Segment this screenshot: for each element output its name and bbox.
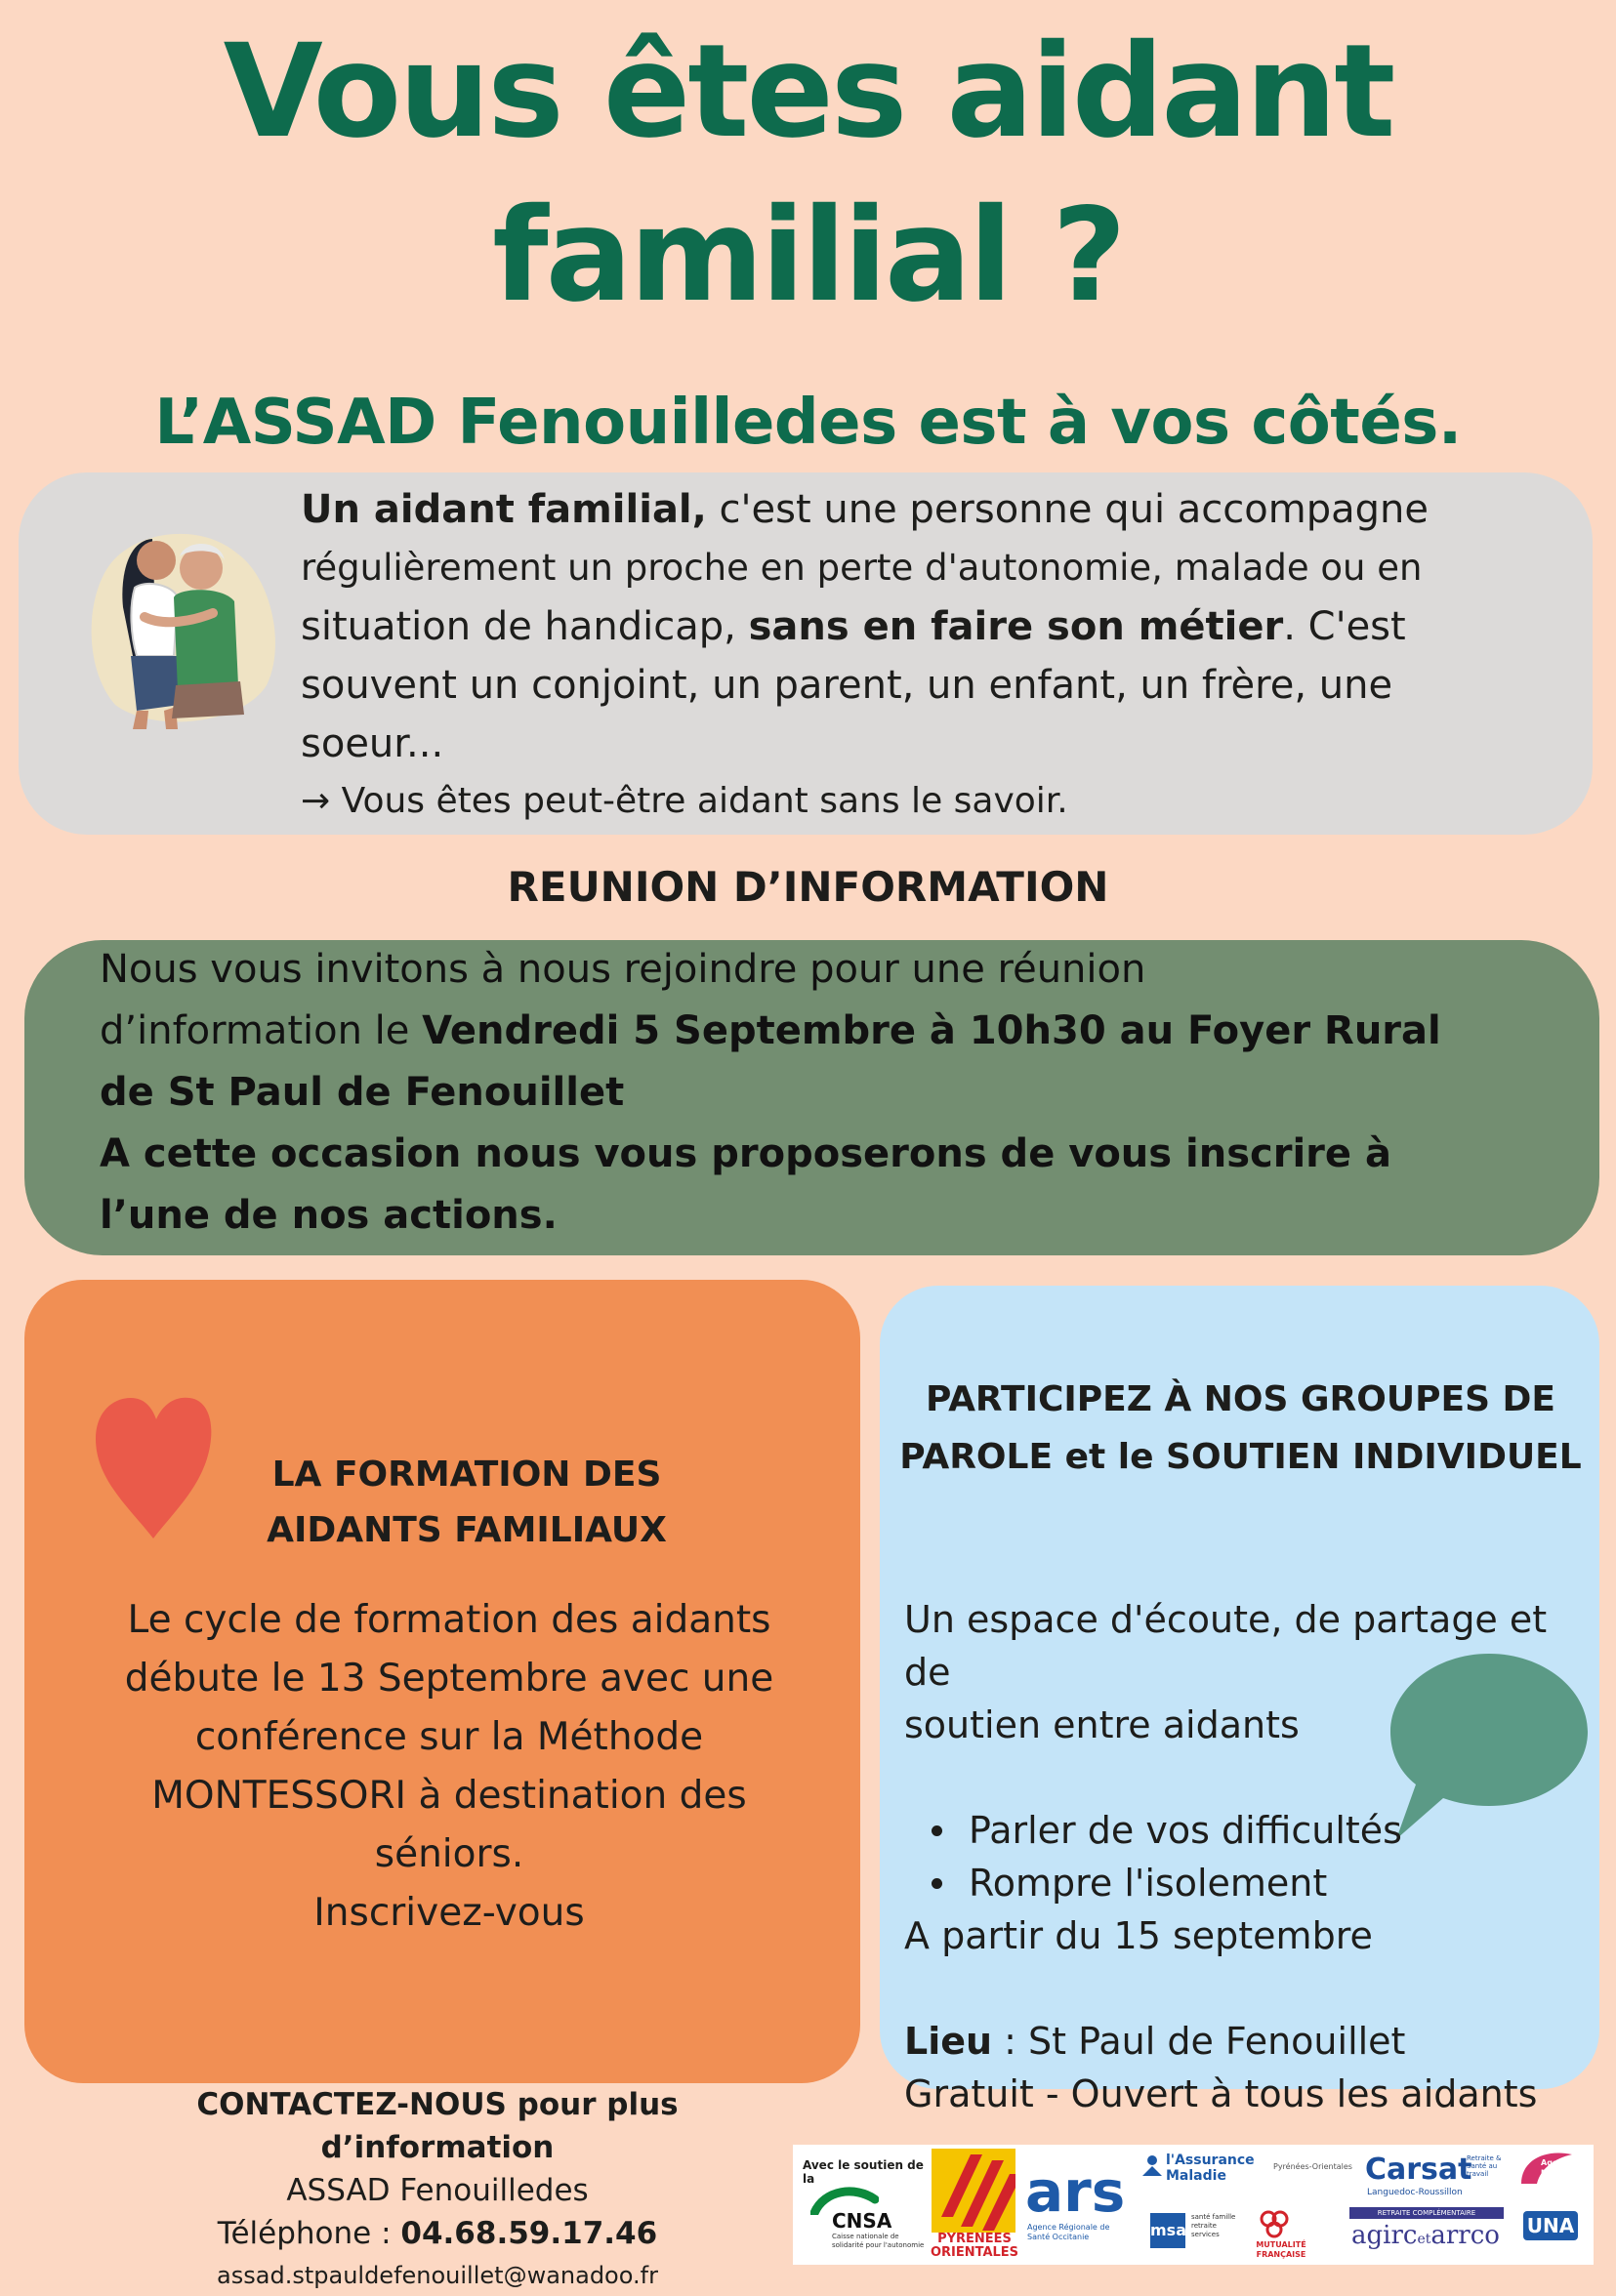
definition-arrow-line: → Vous êtes peut-être aidant sans le savoir. [301,781,1068,821]
training-title-line-2: AIDANTS FAMILIAUX [267,1510,667,1550]
meeting-note-2: l’une de nos actions. [100,1193,558,1238]
definition-line-3 [301,597,1590,656]
et-text: et [1417,2232,1431,2247]
contact-email[interactable]: assad.stpauldefenouillet@wanadoo.fr [217,2262,658,2289]
list-item: Parler de vos difficultés [904,1804,1588,1857]
pyrenees-orientales-text [928,2233,1021,2260]
groups-text [904,1593,1588,2120]
meeting-line-2-plain: d’information le [100,1008,423,1053]
mutualite-francaise-text: MUTUALITÉ FRANÇAISE [1256,2240,1306,2259]
definition-line-4: souvent un conjoint, un parent, un enfant, un frère, une [301,663,1393,708]
po-line-1: PYRENEES [937,2232,1012,2246]
groups-start-date: A partir du 15 septembre [904,1914,1373,1957]
groups-title-line-2: PAROLE et le SOUTIEN INDIVIDUEL [899,1437,1582,1477]
contact-heading-line-1: CONTACTEZ-NOUS pour plus [196,2087,679,2122]
groups-title [882,1371,1599,1486]
meeting-heading: REUNION D’INFORMATION [507,863,1109,911]
msa-logo-text: msa [1150,2213,1185,2248]
anah-line-2: nationale [1541,2167,1583,2176]
meeting-date-place: Vendredi 5 Septembre à 10h30 au Foyer Rural [422,1008,1441,1053]
agirc-arrco-text [1351,2221,1500,2254]
retraite-complementaire-band: RETRAITE COMPLÉMENTAIRE [1349,2207,1504,2219]
cnsa-logo-text: CNSA [832,2209,892,2233]
training-title [184,1447,750,1558]
training-line-3: conférence sur la Méthode [194,1715,704,1759]
definition-text-3b: . C'est [1283,604,1406,649]
ars-logo-text: ars [1025,2158,1126,2225]
definition-line-1 [301,480,1590,539]
meeting-text [100,939,1525,1247]
title-line-2: familial ? [492,181,1124,331]
groups-free: Gratuit - Ouvert à tous les aidants [904,2072,1538,2115]
assurance-line-2: Maladie [1166,2168,1226,2184]
meeting-line-5 [100,1185,1525,1247]
definition-text [301,480,1590,830]
contact-phone-label: Téléphone : [217,2216,401,2251]
agirc-text: agirc [1351,2221,1418,2250]
meeting-line-3 [100,1062,1525,1124]
groups-bullet-list [904,1804,1588,1909]
support-label: Avec le soutien de la [803,2158,924,2186]
assurance-maladie-icon [1140,2154,1164,2178]
caregiver-illustration [76,519,281,729]
meeting-town: de St Paul de Fenouillet [100,1070,625,1115]
contact-heading-line-2: d’information [320,2130,555,2165]
definition-line-2: régulièrement un proche en perte d'autonomie, malade ou en [301,547,1423,589]
meeting-line-2 [100,1001,1525,1062]
pyrenees-orientales-logo-icon [932,2149,1015,2233]
groups-intro-line-2: soutien entre aidants [904,1703,1300,1746]
ars-subtitle: Agence Régionale de Santé Occitanie [1027,2223,1110,2241]
definition-bold-middle: sans en faire son métier [748,604,1284,649]
definition-bold-intro: Un aidant familial, [301,487,707,532]
list-item: Rompre l'isolement [904,1857,1588,1909]
definition-line-5: soeur... [301,721,444,766]
meeting-line-4 [100,1124,1525,1185]
training-line-4: MONTESSORI à destination des [151,1774,747,1818]
cnsa-subtitle: Caisse nationale de solidarité pour l'autonomie [832,2233,925,2249]
assurance-region: Pyrénées-Orientales [1273,2162,1352,2171]
arrco-text: arrco [1430,2221,1500,2250]
assurance-maladie-text [1166,2152,1255,2184]
partner-logos [793,2145,1594,2265]
groups-place-label: Lieu [904,2020,993,2063]
definition-text-1: c'est une personne qui accompagne [706,487,1429,532]
title-line-1: Vous êtes aidant [223,17,1393,167]
contact-phone-line [146,2212,728,2255]
carsat-logo-text: Carsat [1365,2152,1472,2187]
training-title-line-1: LA FORMATION DES [271,1455,662,1495]
anah-line-1: Agence [1541,2158,1574,2167]
training-signup: Inscrivez-vous [313,1891,585,1935]
mutualite-francaise-icon [1260,2209,1289,2238]
msa-subtitle: santé famille retraite services [1191,2213,1236,2238]
training-line-5: séniors. [374,1832,524,1876]
contact-org: ASSAD Fenouilledes [286,2173,589,2208]
meeting-line-1: Nous vous invitons à nous rejoindre pour une réunion [100,947,1146,992]
contact-phone[interactable]: 04.68.59.17.46 [400,2216,658,2251]
page-subtitle: L’ASSAD Fenouilledes est à vos côtés. [154,387,1462,459]
carsat-region: Languedoc-Roussillon [1367,2188,1463,2197]
page-title [0,10,1616,338]
groups-title-line-1: PARTICIPEZ À NOS GROUPES DE [925,1379,1556,1419]
training-line-1: Le cycle de formation des aidants [127,1598,771,1642]
groups-place [904,2015,1588,2068]
assurance-line-1: l'Assurance [1166,2152,1255,2168]
training-line-2: débute le 13 Septembre avec une [124,1657,774,1701]
anah-text [1541,2158,1590,2194]
meeting-note-1: A cette occasion nous vous proposerons de vous inscrire à [100,1131,1391,1176]
groups-intro-line-1: Un espace d'écoute, de partage et de [904,1598,1548,1694]
anah-line-3: de l'habitat [1541,2176,1578,2194]
una-logo-text: UNA [1523,2211,1578,2240]
groups-place-value: : St Paul de Fenouillet [992,2020,1406,2063]
definition-text-3a: situation de handicap, [301,604,749,649]
carsat-side-text: Retraite & Santé au travail [1467,2154,1502,2178]
po-line-2: ORIENTALES [930,2245,1019,2260]
contact-block [146,2083,728,2296]
training-text [78,1591,820,1943]
